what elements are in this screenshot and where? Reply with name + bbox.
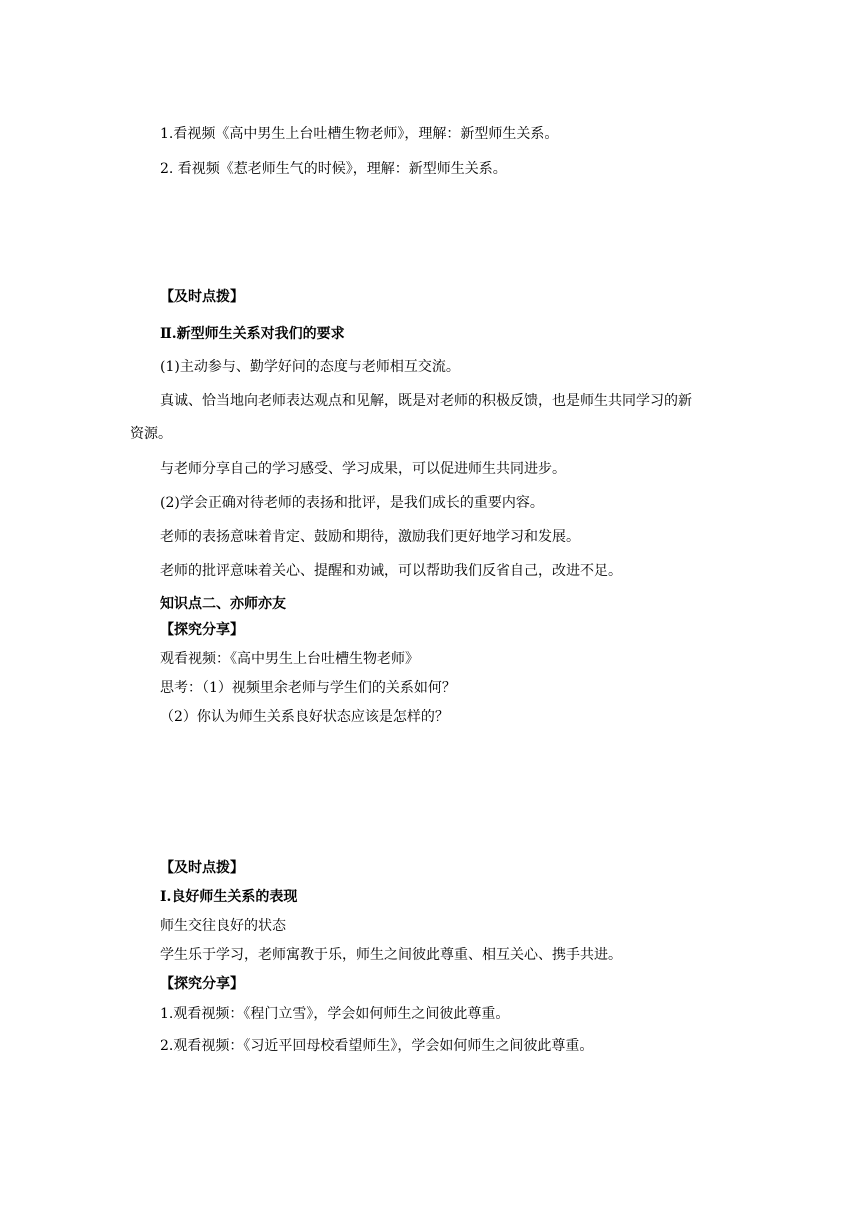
- knowledge-point-heading: 知识点二、亦师亦友: [160, 596, 286, 612]
- paragraph-point-1: (1)主动参与、勤学好问的态度与老师相互交流。: [160, 359, 460, 375]
- paragraph-line: 老师的批评意味着关心、提醒和劝诫，可以帮助我们反省自己，改进不足。: [160, 563, 622, 579]
- section-heading-explore: 【探究分享】: [160, 976, 244, 992]
- paragraph-line: 与老师分享自己的学习感受、学习成果，可以促进师生共同进步。: [160, 461, 566, 477]
- question-2: （2）你认为师生关系良好状态应该是怎样的？: [160, 709, 449, 725]
- paragraph-line: 学生乐于学习，老师寓教于乐，师生之间彼此尊重、相互关心、携手共进。: [160, 947, 622, 963]
- question-1: 思考：（1）视频里余老师与学生们的关系如何？: [160, 680, 456, 696]
- subheading-good-relationship: Ⅰ.良好师生关系的表现: [160, 889, 298, 905]
- paragraph-line-continued: 资源。: [130, 426, 172, 442]
- paragraph-line: 师生交往良好的状态: [160, 918, 286, 934]
- section-heading-explore: 【探究分享】: [160, 622, 244, 638]
- paragraph-point-2: (2)学会正确对待老师的表扬和批评，是我们成长的重要内容。: [160, 495, 544, 511]
- task-item-2: 2. 看视频《惹老师生气的时候》，理解：新型师生关系。: [160, 161, 507, 177]
- task-item-2: 2.观看视频：《习近平回母校看望师生》，学会如何师生之间彼此尊重。: [160, 1038, 594, 1054]
- task-item-1: 1.观看视频：《程门立雪》，学会如何师生之间彼此尊重。: [160, 1006, 510, 1022]
- task-item-1: 1.看视频《高中男生上台吐槽生物老师》，理解：新型师生关系。: [160, 126, 559, 142]
- paragraph-line: 观看视频：《高中男生上台吐槽生物老师》: [160, 651, 419, 667]
- subheading-requirements: Ⅱ.新型师生关系对我们的要求: [160, 326, 345, 342]
- section-heading-tip: 【及时点拨】: [160, 289, 244, 305]
- paragraph-line: 真诚、恰当地向老师表达观点和见解，既是对老师的积极反馈，也是师生共同学习的新: [160, 393, 692, 409]
- section-heading-tip: 【及时点拨】: [160, 860, 244, 876]
- paragraph-line: 老师的表扬意味着肯定、鼓励和期待，激励我们更好地学习和发展。: [160, 529, 580, 545]
